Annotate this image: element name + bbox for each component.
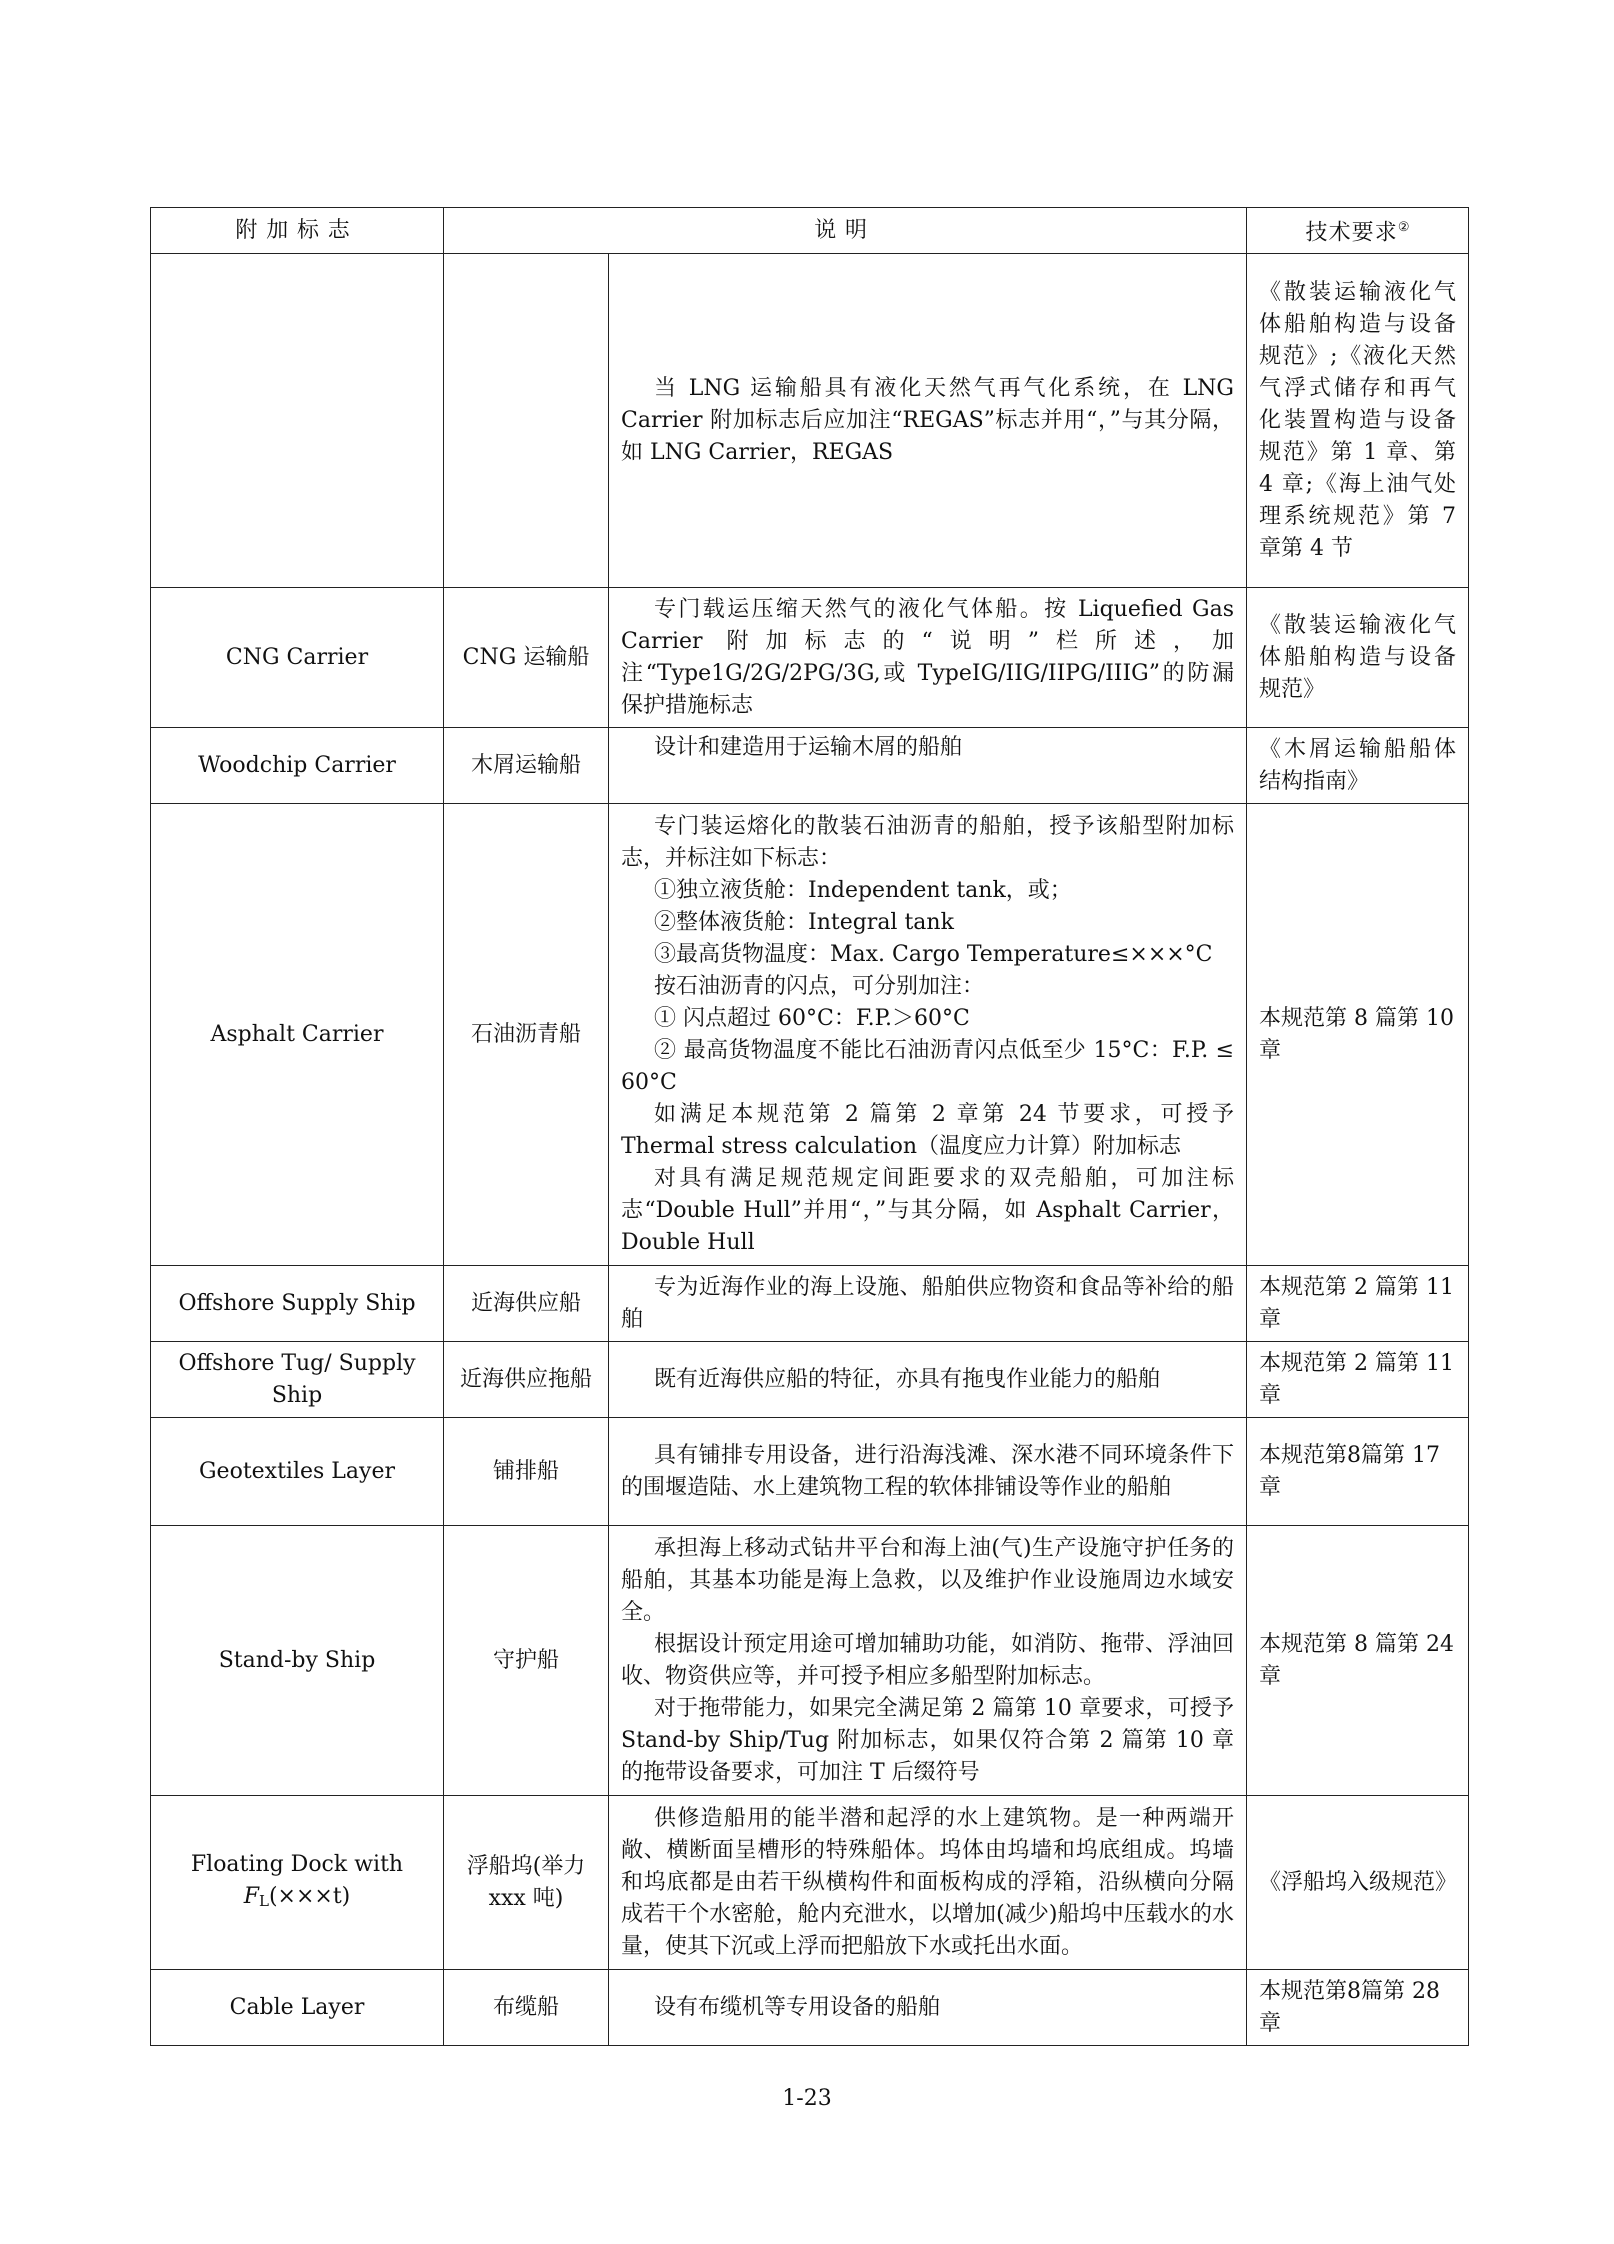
meaning-cell: 木屑运输船 [444, 728, 609, 804]
table-row [151, 1526, 1469, 1796]
notation-cell: Stand-by Ship [151, 1526, 444, 1796]
description-paragraph: ① 闪点超过 60°C：F.P.＞60°C [654, 1005, 970, 1031]
meaning-cell [444, 254, 609, 588]
table-header-row [151, 208, 1469, 254]
notation-cell [151, 254, 444, 588]
table-row [151, 1418, 1469, 1526]
meaning-cell: 石油沥青船 [444, 804, 609, 1266]
description-cell [609, 1796, 1247, 1970]
description-paragraph: ②整体液货舱：Integral tank [654, 909, 954, 935]
meaning-cell: 铺排船 [444, 1418, 609, 1526]
notation-cell: CNG Carrier [151, 588, 444, 728]
header-requirements [1247, 208, 1469, 254]
description-cell [609, 728, 1247, 804]
table-row [151, 1342, 1469, 1418]
requirements-cell: 本规范第 2 篇第 11 章 [1247, 1342, 1469, 1418]
notation-cell: Cable Layer [151, 1970, 444, 2046]
header-notation: 附加标志 [151, 208, 444, 254]
description-paragraph: 既有近海供应船的特征，亦具有拖曳作业能力的船舶 [654, 1366, 1161, 1392]
notation-suffix: (×××t) [268, 1883, 351, 1909]
requirements-cell: 《散装运输液化气体船舶构造与设备规范》;《液化天然气浮式储存和再气化装置构造与设备规范》第 1 章、第 4 章;《海上油气处理系统规范》第 7 章第 4 节 [1247, 254, 1469, 588]
description-paragraph: 设有布缆机等专用设备的船舶 [654, 1994, 941, 2020]
notation-cell: Woodchip Carrier [151, 728, 444, 804]
meaning-cell: CNG 运输船 [444, 588, 609, 728]
header-requirements-label: 技术要求 [1305, 220, 1398, 246]
meaning-cell: 守护船 [444, 1526, 609, 1796]
table-row [151, 728, 1469, 804]
description-paragraph: 根据设计预定用途可增加辅助功能，如消防、拖带、浮油回收、物资供应等，并可授予相应多船型附加标志。 [621, 1631, 1235, 1689]
page-number: 1-23 [782, 2086, 832, 2111]
description-paragraph: 专为近海作业的海上设施、船舶供应物资和食品等补给的船舶 [621, 1274, 1235, 1332]
meaning-cell: 布缆船 [444, 1970, 609, 2046]
table-row [151, 588, 1469, 728]
description-paragraph: 具有铺排专用设备，进行沿海浅滩、深水港不同环境条件下的围堰造陆、水上建筑物工程的软体排铺设等作业的船舶 [621, 1442, 1235, 1500]
description-paragraph: 供修造船用的能半潜和起浮的水上建筑物。是一种两端开敞、横断面呈槽形的特殊船体。坞体由坞墙和坞底组成。坞墙和坞底都是由若干纵横构件和面板构成的浮箱，沿纵横向分隔成若干个水密舱，舱内充泄水，以增加(减少)船坞中压载水的水量，使其下沉或上浮而把船放下水或托出水面。 [621, 1805, 1235, 1959]
requirements-cell: 本规范第 8 篇第 24 章 [1247, 1526, 1469, 1796]
description-paragraph: 设计和建造用于运输木屑的船舶 [654, 735, 963, 761]
description-paragraph: ①独立液货舱：Independent tank，或； [654, 877, 1072, 903]
table-row [151, 254, 1469, 588]
additional-notation-table [150, 207, 1469, 2046]
meaning-cell: 近海供应拖船 [444, 1342, 609, 1418]
description-cell [609, 804, 1247, 1266]
notation-cell: Asphalt Carrier [151, 804, 444, 1266]
description-cell [609, 1526, 1247, 1796]
description-cell [609, 1970, 1247, 2046]
requirements-cell: 本规范第8篇第 28 章 [1247, 1970, 1469, 2046]
footnote-marker: ② [1397, 220, 1410, 235]
notation-cell: Offshore Tug/ Supply Ship [151, 1342, 444, 1418]
requirements-cell: 本规范第 8 篇第 10 章 [1247, 804, 1469, 1266]
table-row [151, 1266, 1469, 1342]
description-paragraph: 承担海上移动式钻井平台和海上油(气)生产设施守护任务的船舶，其基本功能是海上急救，以及维护作业设施周边水域安全。 [621, 1535, 1235, 1625]
meaning-cell: 浮船坞(举力 xxx 吨) [444, 1796, 609, 1970]
requirements-cell: 《浮船坞入级规范》 [1247, 1796, 1469, 1970]
description-cell [609, 1418, 1247, 1526]
description-paragraph: 如满足本规范第 2 篇第 2 章第 24 节要求，可授予 Thermal stress calculation（温度应力计算）附加标志 [621, 1101, 1235, 1159]
requirements-cell: 本规范第8篇第 17 章 [1247, 1418, 1469, 1526]
requirements-cell: 《木屑运输船船体结构指南》 [1247, 728, 1469, 804]
description-paragraph: 专门装运熔化的散装石油沥青的船舶，授予该船型附加标志，并标注如下标志： [621, 813, 1235, 871]
description-cell [609, 1266, 1247, 1342]
notation-cell: Offshore Supply Ship [151, 1266, 444, 1342]
header-description: 说明 [444, 208, 1247, 254]
description-cell [609, 588, 1247, 728]
meaning-cell: 近海供应船 [444, 1266, 609, 1342]
notation-subscript: L [258, 1891, 269, 1910]
table-row [151, 1970, 1469, 2046]
notation-cell [151, 1796, 444, 1970]
notation-line: Floating Dock with [190, 1851, 404, 1877]
notation-cell: Geotextiles Layer [151, 1418, 444, 1526]
description-paragraph: 对于拖带能力，如果完全满足第 2 篇第 10 章要求，可授予 Stand-by Ship/Tug 附加标志，如果仅符合第 2 篇第 10 章的拖带设备要求，可加注 T 后缀符号 [621, 1695, 1235, 1785]
description-cell [609, 254, 1247, 588]
description-cell [609, 1342, 1247, 1418]
table-row [151, 804, 1469, 1266]
description-paragraph: ③最高货物温度：Max. Cargo Temperature≤×××°C [654, 941, 1213, 967]
notation-symbol: F [243, 1883, 259, 1909]
description-paragraph: 专门载运压缩天然气的液化气体船。按 Liquefied Gas Carrier 附加标志的“说明”栏所述，加注“Type1G/2G/2PG/3G,或 TypeIG/IIG/IIPG/IIIG”的防漏保护措施标志 [621, 596, 1235, 718]
description-paragraph: 对具有满足规范规定间距要求的双壳船舶，可加注标志“Double Hull”并用“，”与其分隔，如 Asphalt Carrier，Double Hull [621, 1165, 1235, 1255]
requirements-cell: 本规范第 2 篇第 11 章 [1247, 1266, 1469, 1342]
description-paragraph: 按石油沥青的闪点，可分别加注： [654, 973, 985, 999]
description-paragraph: ② 最高货物温度不能比石油沥青闪点低至少 15°C：F.P. ≤ 60°C [621, 1037, 1235, 1095]
description-paragraph: 当 LNG 运输船具有液化天然气再气化系统，在 LNG Carrier 附加标志后应加注“REGAS”标志并用“，”与其分隔，如 LNG Carrier，REGAS [621, 375, 1235, 465]
table-row [151, 1796, 1469, 1970]
requirements-cell: 《散装运输液化气体船舶构造与设备规范》 [1247, 588, 1469, 728]
notation-line [163, 1881, 431, 1917]
